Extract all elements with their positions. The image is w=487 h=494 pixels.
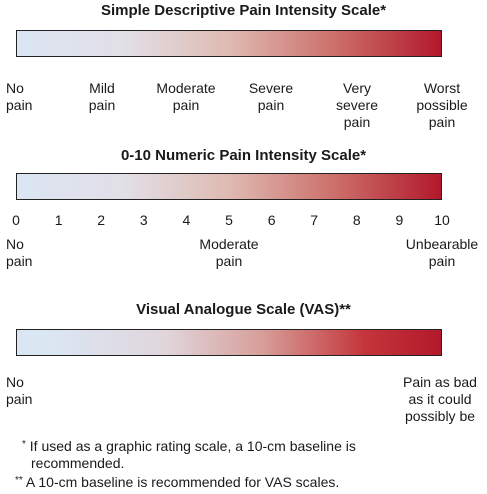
numeric-tick-8: 8 [352,212,361,228]
descriptive-label-worst: Worst possible pain [416,80,468,130]
numeric-anchor-moderate: Moderate pain [199,236,259,269]
footnote-mark-single: * [22,439,26,450]
descriptive-label-mild: Mild pain [88,80,116,113]
numeric-tick-5: 5 [225,212,233,228]
descriptive-label-very-severe: Very severe pain [335,80,379,130]
descriptive-label-no-pain: No pain [6,80,33,113]
numeric-tick-2: 2 [97,212,106,228]
numeric-tick-0: 0 [12,212,20,228]
vas-title: Visual Analogue Scale (VAS)** [136,301,351,318]
numeric-scale-title: 0-10 Numeric Pain Intensity Scale* [120,147,367,164]
numeric-tick-10: 10 [434,212,450,228]
numeric-tick-1: 1 [54,212,63,228]
footnote-vas-baseline [15,474,339,491]
footnote-1-line-1: If used as a graphic rating scale, a 10-cm baseline is [29,438,356,454]
descriptive-scale-bar [16,30,442,57]
vas-anchor-worst: Pain as bad as it could possibly be [403,374,477,424]
numeric-tick-3: 3 [139,212,148,228]
numeric-tick-4: 4 [182,212,191,228]
numeric-anchor-no-pain: No pain [6,236,33,269]
descriptive-label-moderate: Moderate pain [156,80,216,113]
numeric-anchor-unbearable: Unbearable pain [405,236,479,269]
footnote-graphic-scale [22,438,356,455]
footnote-1-line-2: recommended. [31,455,125,471]
numeric-tick-7: 7 [310,212,319,228]
footnote-2-text: A 10-cm baseline is recommended for VAS scales. [25,474,340,490]
numeric-tick-6: 6 [267,212,276,228]
footnote-mark-double: ** [15,475,23,486]
numeric-tick-9: 9 [395,212,404,228]
vas-bar [16,329,442,356]
descriptive-scale-title: Simple Descriptive Pain Intensity Scale* [100,2,387,19]
numeric-scale-bar [16,173,442,200]
descriptive-label-severe: Severe pain [248,80,294,113]
vas-anchor-no-pain: No pain [6,374,33,407]
